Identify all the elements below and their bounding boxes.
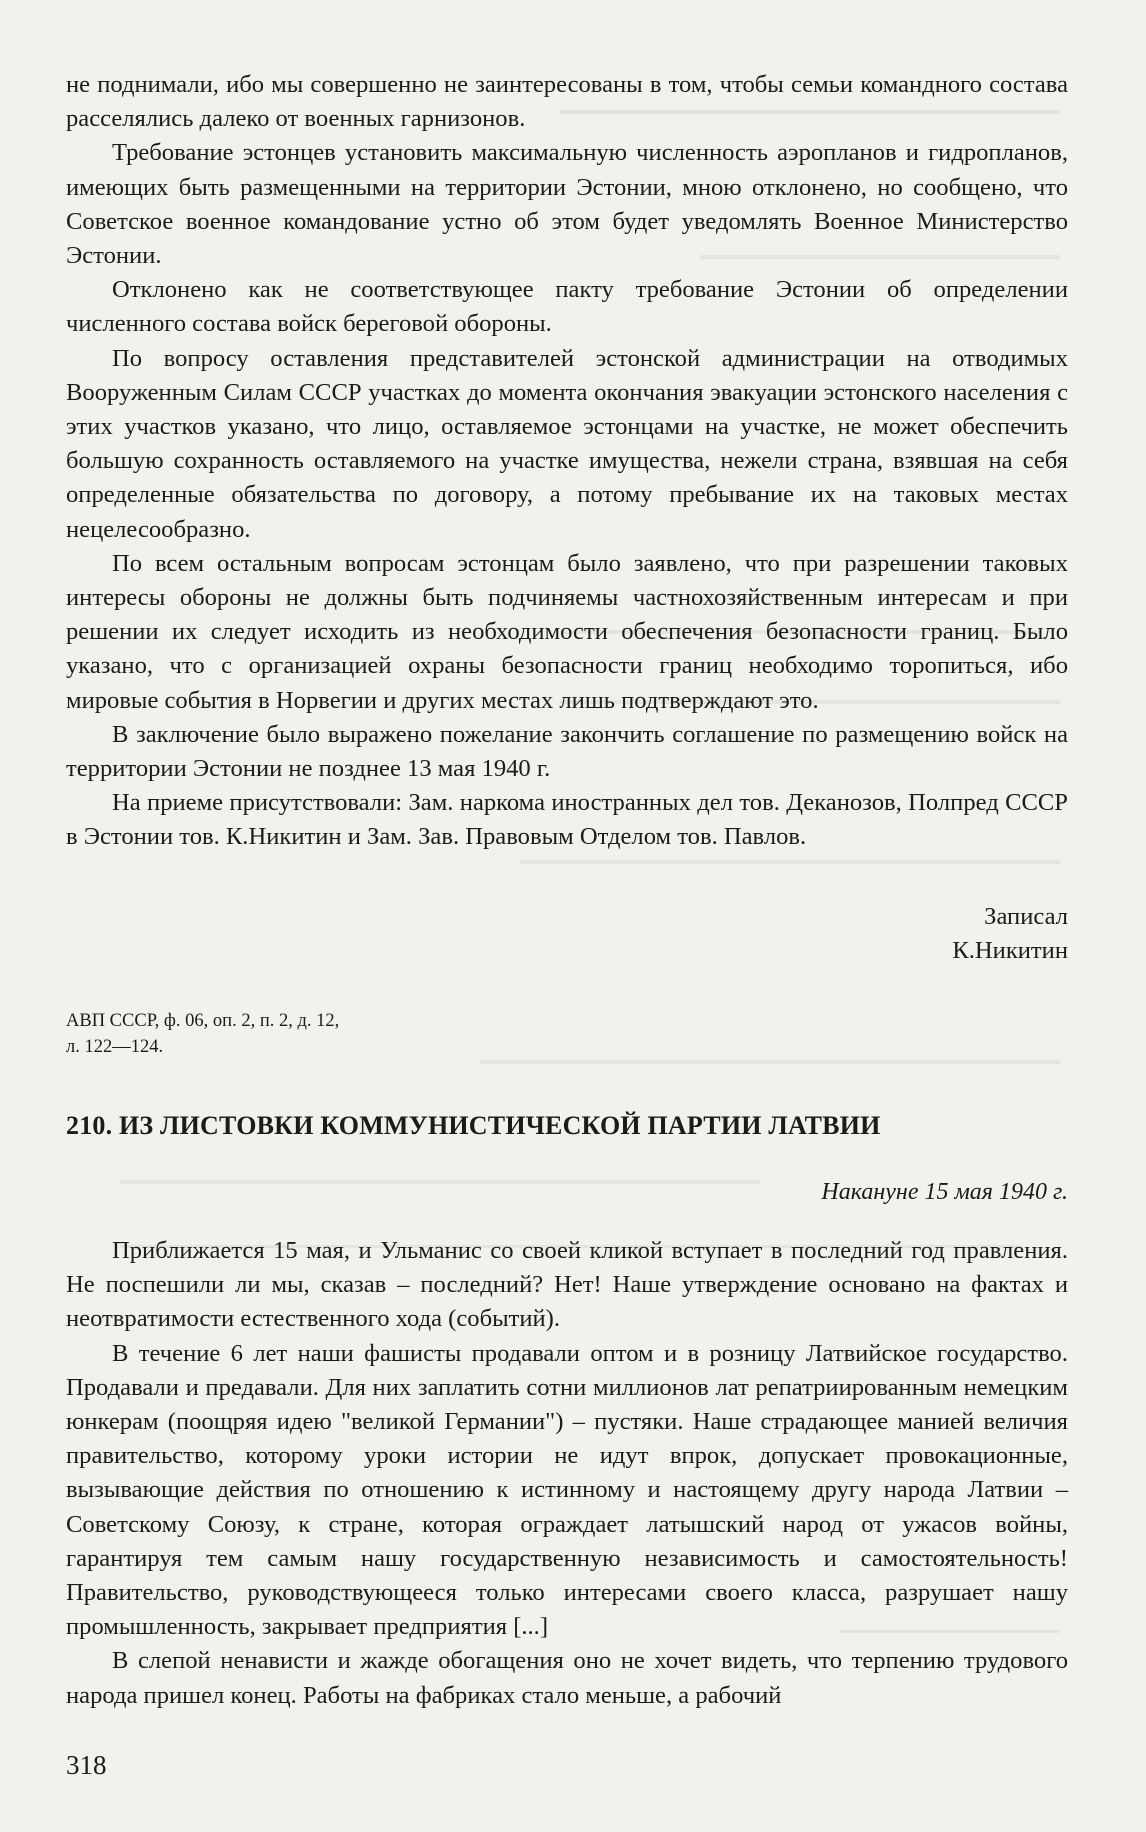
document-210-heading: 210. ИЗ ЛИСТОВКИ КОММУНИСТИЧЕСКОЙ ПАРТИИ ЛАТВИИ [66,1111,881,1140]
doc210-paragraph-1: Приближается 15 мая, и Ульманис со своей кликой вступает в последний год правления. Не поспешили ли мы, сказав – последний? Нет! Наше утверждение основано на фактах и неотвратимости естественного хода (событий). [66,1237,1068,1333]
doc210-paragraph-3: В слепой ненависти и жажде обогащения оно не хочет видеть, что терпению трудового народа пришел конец. Работы на фабриках стало меньше, а рабочий [66,1647,1068,1709]
archive-line-2: л. 122—124. [66,1037,164,1057]
doc209-paragraph-5: По всем остальным вопросам эстонцам было заявлено, что при разрешении таковых интересы обороны не должны быть подчиняемы частнохозяйственным интересам и при решении их следует исходить из необходимости обеспечения безопасности границ. Было указано, что с организацией охраны безопасности границ необходимо торопиться, ибо мировые события в Норвегии и других местах лишь подтверждают это. [66,549,1068,714]
signature-name: К.Никитин [952,937,1068,964]
document-209-body [66,68,1068,855]
archive-reference [66,1008,339,1060]
document-210-date: Накануне 15 мая 1940 г. [821,1179,1068,1205]
signature-block [952,900,1068,968]
doc209-paragraph-4: По вопросу оставления представителей эстонской администрации на отводимых Вооруженным Силам СССР участках до момента окончания эвакуации эстонского населения с этих участков указано, что лицо, оставляемое эстонцами на участке, не может обеспечить большую сохранность оставляемого на участке имущества, нежели страна, взявшая на себя определенные обязательства по договору, а потому пребывание их на таковых местах нецелесообразно. [66,344,1068,543]
doc209-paragraph-3: Отклонено как не соответствующее пакту требование Эстонии об определении численного состава войск береговой обороны. [66,276,1068,338]
doc209-paragraph-6: В заключение было выражено пожелание закончить соглашение по размещению войск на территории Эстонии не позднее 13 мая 1940 г. [66,720,1068,783]
doc209-paragraph-2: Требование эстонцев установить максимальную численность аэропланов и гидропланов, имеющих быть размещенными на территории Эстонии, мною отклонено, но сообщено, что Советское военное командование устно об этом будет уведомлять Военное Министерство Эстонии. [66,139,1068,270]
signature-label: Записал [984,903,1068,930]
document-210-body [66,1234,1068,1713]
archive-line-1: АВП СССР, ф. 06, оп. 2, п. 2, д. 12, [66,1011,340,1031]
doc210-paragraph-2: В течение 6 лет наши фашисты продавали оптом и в розницу Латвийское государство. Продавали и предавали. Для них заплатить сотни миллионов лат репатриированным немецким юнкерам (поощряя идею "великой Германии") – пустяки. Наше страдающее манией величия правительство, которому уроки истории не идут впрок, допускает провокационные, вызывающие действия по отношению к истинному и настоящему другу народа Латвии – Советскому Союзу, к стране, которая ограждает латышский народ от ужасов войны, гарантируя тем самым нашу государственную независимость и самостоятельность! Правительство, руководствующееся только интересами своего класса, разрушает нашу промышленность, закрывает предприятия [...] [66,1339,1068,1641]
doc209-paragraph-7: На приеме присутствовали: Зам. наркома иностранных дел тов. Деканозов, Полпред СССР в Эстонии тов. К.Никитин и Зам. Зав. Правовым Отделом тов. Павлов. [66,789,1068,851]
doc209-paragraph-1: не поднимали, ибо мы совершенно не заинтересованы в том, чтобы семьи командного состава расселялись далеко от военных гарнизонов. [66,71,1068,133]
page-number: 318 [66,1750,107,1780]
